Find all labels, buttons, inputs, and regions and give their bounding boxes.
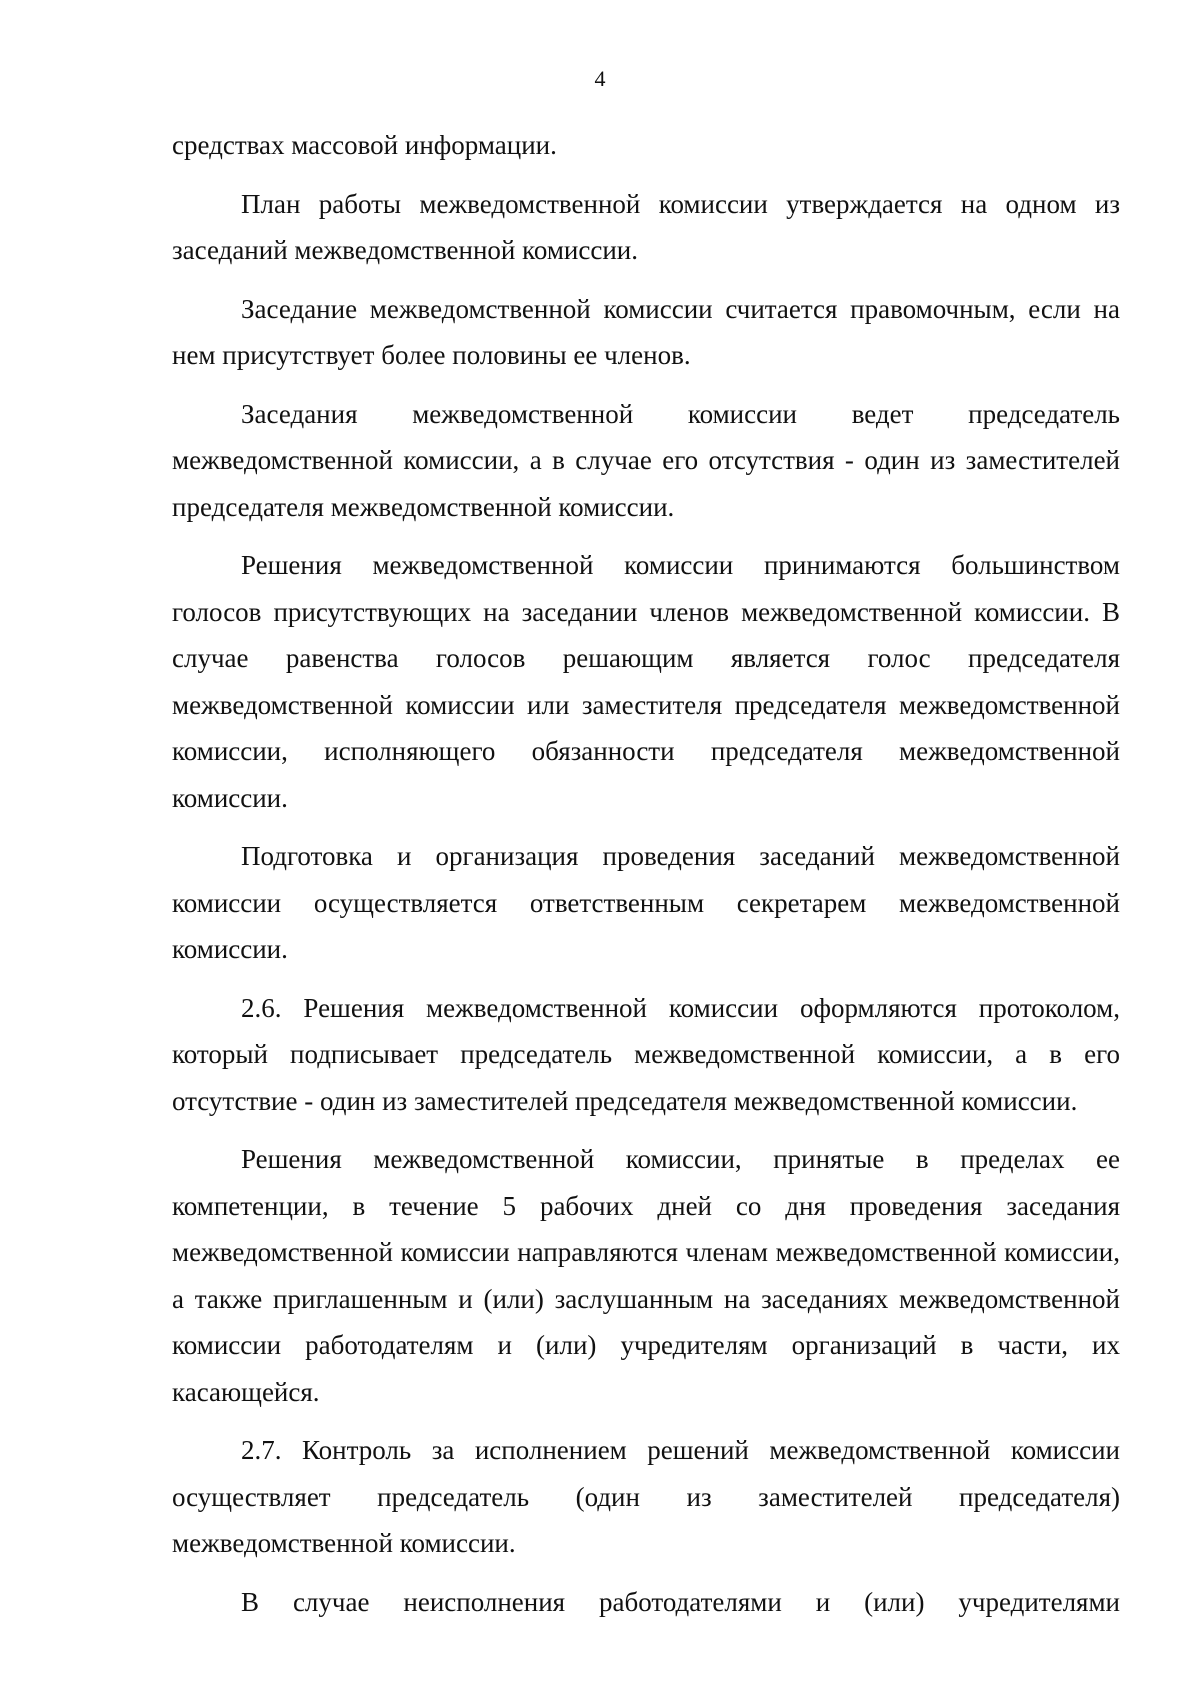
document-body <box>172 122 1120 1637</box>
paragraph-non-compliance: В случае неисполнения работодателями и (или) учредителями <box>241 1586 1120 1617</box>
paragraph-continuation: средствах массовой информации. <box>172 130 557 160</box>
paragraph-quorum: Заседание межведомственной комиссии считается правомочным, если на нем присутствует более половины ее членов. <box>172 293 1120 370</box>
paragraph-work-plan: План работы межведомственной комиссии утверждается на одном из заседаний межведомственной комиссии. <box>172 188 1120 265</box>
paragraph-preparation: Подготовка и организация проведения заседаний межведомственной комиссии осуществляется ответственным секретарем межведомственной комиссии. <box>172 841 1120 964</box>
paragraph-section-2-7: 2.7. Контроль за исполнением решений межведомственной комиссии осуществляет председатель (один из заместителей председателя) межведомственной комиссии. <box>172 1435 1120 1558</box>
page-number: 4 <box>594 66 606 91</box>
paragraph-chairing: Заседания межведомственной комиссии ведет председатель межведомственной комиссии, а в случае его отсутствия - один из заместителей председателя межведомственной комиссии. <box>172 398 1120 522</box>
paragraph-decisions-distribution: Решения межведомственной комиссии, принятые в пределах ее компетенции, в течение 5 рабочих дней со дня проведения заседания межведомственной комиссии направляются членам межведомственной комиссии, а также приглашенным и (или) заслушанным на заседаниях межведомственной комиссии работодателям и (или) учредителям организаций в части, их касающейся. <box>172 1144 1120 1407</box>
paragraph-decisions-voting: Решения межведомственной комиссии принимаются большинством голосов присутствующих на заседании членов межведомственной комиссии. В случае равенства голосов решающим является голос председателя межведомственной комиссии или заместителя председателя межведомственной комиссии, исполняющего обязанности председателя межведомственной комиссии. <box>172 550 1120 813</box>
paragraph-section-2-6: 2.6. Решения межведомственной комиссии оформляются протоколом, который подписывает председатель межведомственной комиссии, а в его отсутствие - один из заместителей председателя межведомственной комиссии. <box>172 992 1120 1116</box>
